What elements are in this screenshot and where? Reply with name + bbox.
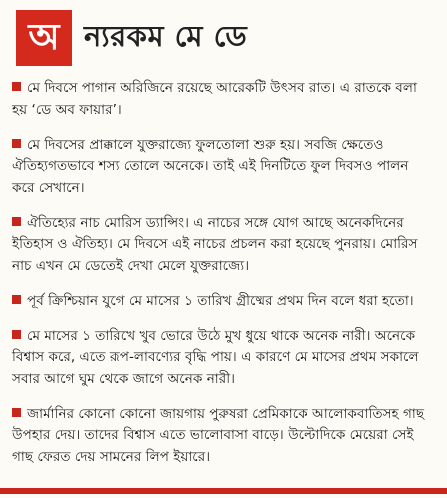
square-bullet-icon (12, 139, 21, 148)
list-item-text: মে দিবসের প্রাক্কালে যুক্তরাজ্যে ফুলতোলা শুরু হয়। সবজি ক্ষেতেও ঐতিহ্যগতভাবে শস্য তোলে অনেকে। তাই এই দিনটিতে ফুল দিবসও পালন করে সেখানে। (12, 136, 409, 196)
square-bullet-icon (12, 217, 21, 226)
list-item-text: মে দিবসে পাগান অরিজিনে রয়েছে আরেকটি উৎসব রাত। এ রাতকে বলা হয় ‘ডে অব ফায়ার’। (12, 80, 417, 118)
list-item (12, 326, 435, 391)
bottom-divider (0, 488, 447, 494)
article-body (12, 78, 435, 477)
list-item (12, 135, 435, 200)
list-item-text: পূর্ব ক্রিশ্চিয়ান যুগে মে মাসের ১ তারিখ গ্রীষ্মের প্রথম দিন বলে ধরা হতো। (27, 292, 414, 309)
list-item (12, 404, 435, 469)
article-title: ন্যরকম মে ডে (84, 18, 248, 53)
list-item-text: মে মাসের ১ তারিখে খুব ভোরে উঠে মুখ ধুয়ে থাকে অনেক নারী। অনেকে বিশ্বাস করে, এতে রূপ-লাবণ্যের বৃদ্ধি পায়। এ কারণে মে মাসের প্রথম সকালে সবার আগে ঘুম থেকে জাগে অনেক নারী। (12, 327, 419, 387)
list-item-text: জার্মানির কোনো কোনো জায়গায় পুরুষরা প্রেমিকাকে আলোকবাতিসহ গাছ উপহার দেয়। তাদের বিশ্বাস এতে ভালোবাসা বাড়ে। উল্টোদিকে মেয়েরা সেই গাছ ফেরত দেয় সামনের লিপ ইয়ারে। (12, 405, 425, 465)
article-header (16, 10, 247, 66)
square-bullet-icon (12, 82, 21, 91)
list-item (12, 213, 435, 278)
list-item (12, 78, 435, 121)
title-initial-badge: অ (16, 10, 72, 66)
square-bullet-icon (12, 408, 21, 417)
list-item (12, 291, 435, 313)
square-bullet-icon (12, 295, 21, 304)
square-bullet-icon (12, 330, 21, 339)
list-item-text: ঐতিহ্যের নাচ মোরিস ড্যান্সিং। এ নাচের সঙ্গে যোগ আছে অনেকদিনের ইতিহাস ও ঐতিহ্য। মে দিবসে এই নাচের প্রচলন করা হয়েছে পুনরায়। মোরিস নাচ এখন মে ডেতেই দেখা মেলে যুক্তরাজ্যে। (12, 214, 418, 274)
